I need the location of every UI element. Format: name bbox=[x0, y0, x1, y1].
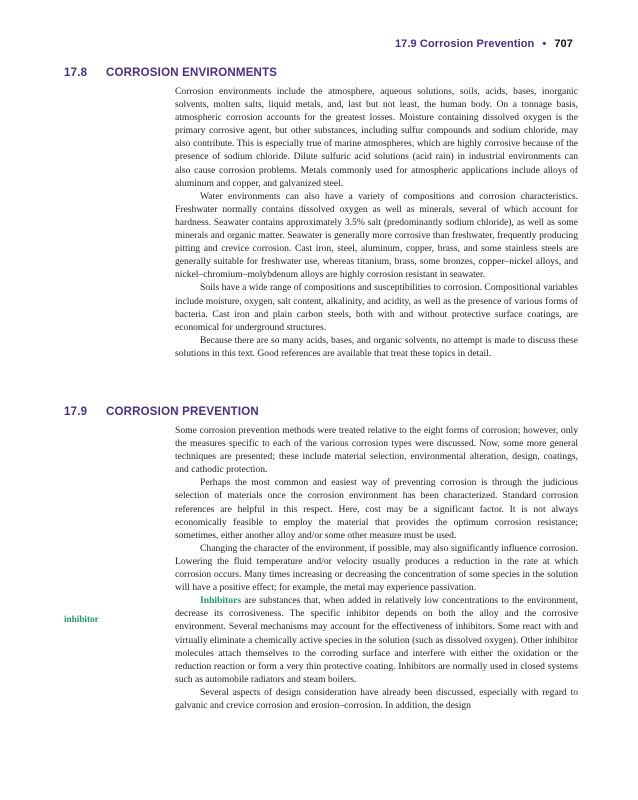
paragraph: Water environments can also have a variety of compositions and corrosion characteristics. Freshwater normally contains dissolved oxygen as well as minerals, several of which account for hardness. Seawater contains approximately 3.5% salt (predominantly sodium chloride), as well as some minerals and organic matter. Seawater is generally more corrosive than freshwater, frequently producing pitting and crevice corrosion. Cast iron, steel, aluminum, copper, brass, and some stainless steels are generally suitable for freshwater use, whereas titanium, brass, some bronzes, copper–nickel alloys, and nickel–chromium–molybdenum alloys are highly corrosion resistant in seawater. bbox=[175, 190, 578, 281]
section-title: CORROSION ENVIRONMENTS bbox=[106, 67, 278, 79]
margin-glossary-term: inhibitor bbox=[64, 614, 99, 624]
page-number: 707 bbox=[554, 38, 573, 50]
section-heading-17-8 bbox=[64, 67, 277, 79]
running-head bbox=[395, 38, 573, 50]
paragraph: Several aspects of design consideration have already been discussed, especially with regard to galvanic and crevice corrosion and erosion–corrosion. In addition, the design bbox=[175, 686, 578, 711]
paragraph: Perhaps the most common and easiest way of preventing corrosion is through the judicious selection of materials once the corrosion environment has been characterized. Standard corrosion references are helpful in this respect. Here, cost may be a significant factor. It is not always economically feasible to employ the material that provides the optimum corrosion resistance; sometimes, either another alloy and/or some other measure must be used. bbox=[175, 477, 578, 541]
bullet-separator: • bbox=[542, 38, 547, 50]
inhibitor-paragraph bbox=[175, 594, 578, 686]
paragraph: Soils have a wide range of compositions and susceptibilities to corrosion. Compositional variables include moisture, oxygen, salt content, alkalinity, and acidity, as well as the presence of various forms of bacteria. Cast iron and plain carbon steels, both with and without protective surface coatings, are economical for underground structures. bbox=[175, 282, 578, 333]
inhibitor-text: are substances that, when added in relatively low concentrations to the environment, decrease its corrosiveness. The specific inhibitor depends on both the alloy and the corrosive environment. Several mechanisms may account for the effectiveness of inhibitors. Some react with and virtually eliminate a chemically active species in the solution (such as dissolved oxygen). Other inhibitor molecules attach themselves to the corroding surface and interfere with either the oxidation or the reduction reaction or form a very thin protective coating. Inhibitors are normally used in closed systems such as automobile radiators and steam boilers. bbox=[175, 595, 578, 685]
section-heading-17-9 bbox=[64, 406, 259, 418]
inhibitor-keyword: Inhibitors bbox=[200, 595, 242, 607]
section-number: 17.9 bbox=[64, 406, 88, 418]
paragraph: Changing the character of the environment, if possible, may also significantly influence corrosion. Lowering the fluid temperature and/or velocity usually produces a reduction in the rate at which corrosion occurs. Many times increasing or decreasing the concentration of some species in the solution will have a positive effect; for example, the metal may experience passivation. bbox=[175, 542, 578, 594]
paragraph: Corrosion environments include the atmosphere, aqueous solutions, soils, acids, bases, inorganic solvents, molten salts, liquid metals, and, last but not least, the human body. On a tonnage basis, atmospheric corrosion accounts for the greatest losses. Moisture containing dissolved oxygen is the primary corrosive agent, but other substances, including sulfur compounds and sodium chloride, may also contribute. This is especially true of marine atmospheres, which are highly corrosive because of the presence of sodium chloride. Dilute sulfuric acid solutions (acid rain) in industrial environments can also cause corrosion problems. Metals commonly used for atmospheric applications include alloys of aluminum and copper, and galvanized steel. bbox=[175, 86, 578, 189]
paragraph: Because there are so many acids, bases, and organic solvents, no attempt is made to discuss these solutions in this text. Good references are available that treat these topics in detail. bbox=[175, 334, 578, 359]
running-head-title: 17.9 Corrosion Prevention bbox=[394, 38, 535, 50]
section-number: 17.8 bbox=[64, 67, 88, 79]
section-body-17-8 bbox=[175, 85, 578, 360]
paragraph: Some corrosion prevention methods were treated relative to the eight forms of corrosion; however, only the measures specific to each of the various corrosion types were discussed. Now, some more general techniques are presented; these include material selection, environmental alteration, design, coatings, and cathodic protection. bbox=[175, 425, 578, 476]
section-body-17-9 bbox=[175, 424, 578, 712]
section-title: CORROSION PREVENTION bbox=[106, 406, 259, 418]
